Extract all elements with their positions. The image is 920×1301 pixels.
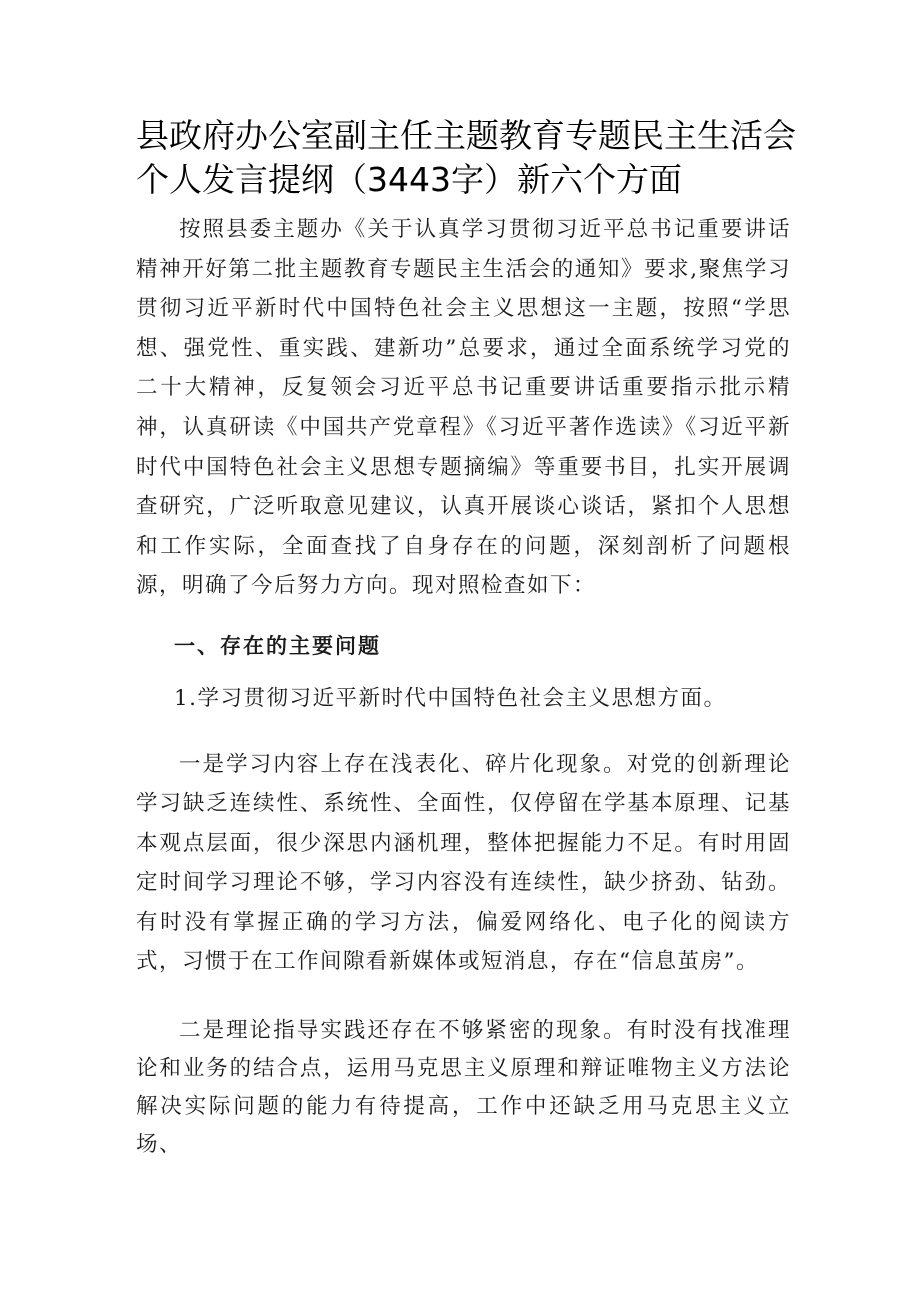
title-line-2: 个人发言提纲（3443字）新六个方面 — [136, 160, 682, 199]
subsection-heading: 1.学习贯彻习近平新时代中国特色社会主义思想方面。 — [174, 686, 727, 711]
document-title — [136, 114, 816, 202]
section-heading: 一、存在的主要问题 — [174, 634, 381, 658]
intro-paragraph: 按照县委主题办《关于认真学习贯彻习近平总书记重要讲话精神开好第二批主题教育专题民主生活会的通知》要求,聚焦学习贯彻习近平新时代中国特色社会主义思想这一主题，按照“学思想、强党性、重实践、建新功”总要求，通过全面系统学习党的二十大精神，反复领会习近平总书记重要讲话重要指示批示精神，认真研读《中国共产党章程》《习近平著作选读》《习近平新时代中国特色社会主义思想专题摘编》等重要书目，扎实开展调查研究，广泛听取意见建议，认真开展谈心谈话，紧扣个人思想和工作实际，全面查找了自身存在的问题，深刻剖析了问题根源，明确了今后努力方向。现对照检查如下： — [136, 217, 791, 599]
title-line-1: 县政府办公室副主任主题教育专题民主生活会 — [136, 116, 796, 155]
body-paragraph: 二是理论指导实践还存在不够紧密的现象。有时没有找准理论和业务的结合点，运用马克思主义原理和辩证唯物主义方法论解决实际问题的能力有待提高，工作中还缺乏用马克思主义立场、 — [136, 1018, 791, 1157]
body-paragraph: 一是学习内容上存在浅表化、碎片化现象。对党的创新理论学习缺乏连续性、系统性、全面性，仅停留在学基本原理、记基本观点层面，很少深思内涵机理，整体把握能力不足。有时用固定时间学习理论不够，学习内容没有连续性，缺少挤劲、钻劲。有时没有掌握正确的学习方法，偏爱网络化、电子化的阅读方式，习惯于在工作间隙看新媒体或短消息，存在“信息茧房”。 — [136, 752, 791, 975]
